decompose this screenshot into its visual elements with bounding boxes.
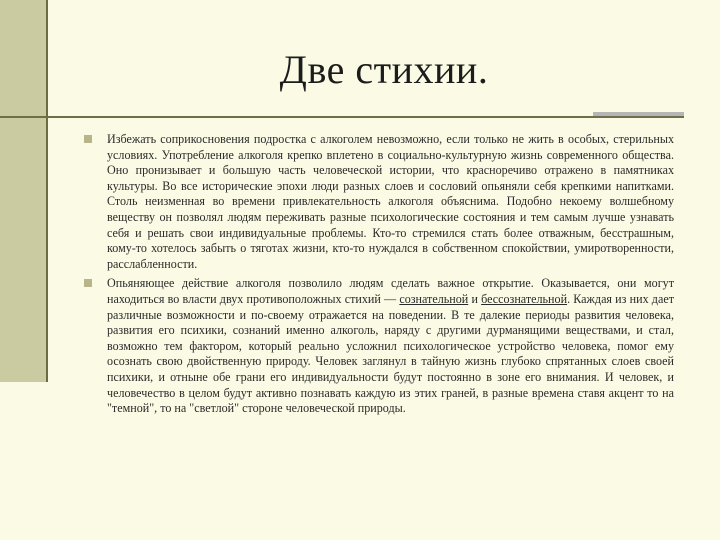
paragraph-text-part: . Каждая из них дает различные возможности и по-своему отражается на поведении. В те далекие периоды развития человека, развития его психики, сознаний именно алкоголь, наряду с другими дурманящими веществами, и стал, возможно тем фактором, который реально усложнил психологическое устройство человека, помог ему осознать свою двойственную природу. Человек заглянул в тайную жизнь глубоко спрятанных слоев своей психики, и отныне обе грани его индивидуальности будут постоянно в зоне его внимания. И человек, и человечество в целом будут активно познавать каждую из этих граней, в разные времена ставя акцент то на "темной", то на "светлой" стороне человеческой природы. (107, 291, 674, 416)
bullet-item (84, 132, 674, 272)
paragraph-text (107, 276, 674, 415)
square-bullet-icon (84, 135, 92, 143)
paragraph-text: Избежать соприкосновения подростка с алкоголем невозможно, если только не жить в особых, стерильных условиях. Употребление алкоголя крепко вплетено в социально-культурную жизнь современного общества. Оно пронизывает и большую часть человеческой истории, что красноречиво отражено в памятниках культуры. Во все исторические эпохи люди разных слоев и сословий опьяняли себя крепкими напитками. Столь неизменная во времени привлекательность алкоголя объяснима. Подобно некоему волшебному веществу он позволял людям переживать разные психологические состояния и тем самым лучше узнавать себя и решать свои индивидуальные проблемы. Кто-то стремился стать более отважным, бесстрашным, кому-то хотелось забыть о тяготах жизни, кто-то нуждался в собственном спокойствии, умиротворенности, расслабленности. (107, 132, 674, 271)
slide-title: Две стихии. (279, 47, 489, 92)
title-divider (0, 116, 684, 118)
underlined-term-unconscious: бессознательной (481, 291, 568, 306)
slide-body (84, 132, 674, 421)
underlined-term-conscious: сознательной (399, 291, 469, 306)
square-bullet-icon (84, 279, 92, 287)
bullet-item (84, 276, 674, 416)
paragraph-text-part: Опьяняющее действие алкоголя позволило людям сделать важное открытие. Оказывается, они могут находиться во власти двух противоположных стихий — (107, 276, 674, 306)
paragraph-text-part: и (468, 291, 482, 306)
left-decor-band (0, 0, 46, 382)
